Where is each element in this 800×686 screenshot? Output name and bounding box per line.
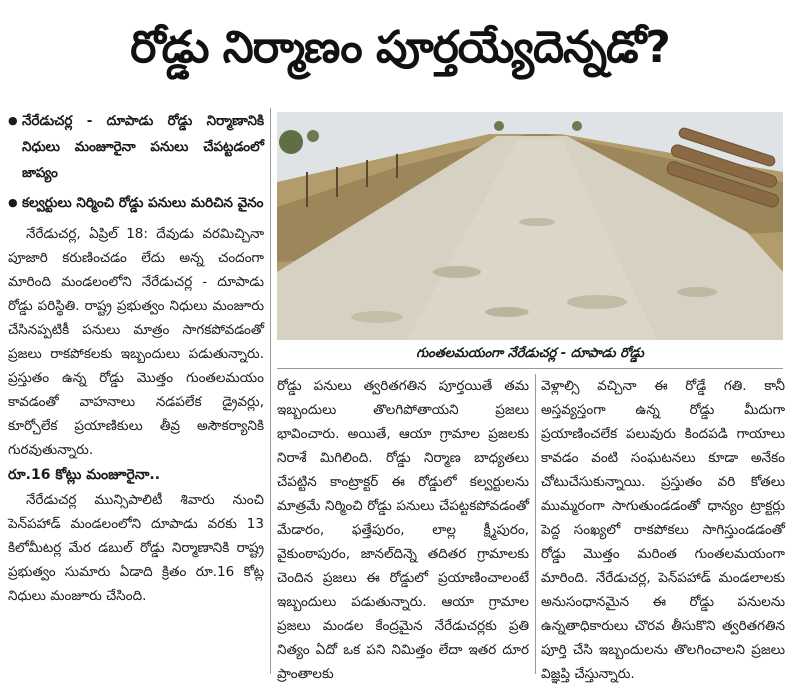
caption-rule	[277, 368, 783, 369]
highlight-1: ● నేరేడుచర్ల - దూపాడు రోడ్డు నిర్మాణానికి నిధులు మంజూరైనా పనులు చేపట్టడంలో జాప్యం	[8, 108, 264, 186]
column-1	[8, 108, 264, 608]
road-photo	[277, 112, 783, 340]
col1-para2: నేరేడుచర్ల మున్సిపాలిటీ శివారు నుంచి పెన్‌పహాడ్ మండలంలోని దూపాడు వరకు 13 కిలోమీటర్ల మేర డబుల్ రోడ్డు నిర్మాణానికి రాష్ట్ర ప్రభుత్వం సుమారు ఏడాది క్రితం రూ.16 కోట్ల నిధులు మంజూరు చేసింది.	[8, 492, 264, 604]
highlight-2: ● కల్వర్టులు నిర్మించి రోడ్డు పనులు మరిచిన వైనం	[8, 190, 264, 216]
col2-text: రోడ్డు పనులు త్వరితగతిన పూర్తయితే తమ ఇబ్బందులు తొలగిపోతాయని ప్రజలు భావించారు. అయితే, ఆయా గ్రామాల ప్రజలకు నిరాశే మిగిలింది. రోడ్డు నిర్మాణ బాధ్యతలు చేపట్టిన కాంట్రాక్టర్ ఈ రోడ్డులో కల్వర్టులను మాత్రమే నిర్మించి రోడ్డు పనులు చేపట్టకపోవడంతో మేడారం, ఫత్తేపురం, లాల్ల క్ష్మీపురం, వైకుంఠాపురం, జానల్‌దిన్నె తదితర గ్రామాలకు చెందిన ప్రజలు ఈ రోడ్డులో ప్రయాణించాలంటే ఇబ్బందులు పడుతున్నారు. ఆయా గ్రామాల ప్రజలు మండల కేంద్రమైన నేరేడుచర్లకు ప్రతి నిత్యం ఏదో ఒక పని నిమిత్తం లేదా ఇతర దూర ప్రాంతాలకు	[277, 378, 529, 682]
headline: రోడ్డు నిర్మాణం పూర్తయ్యేదెన్నడో?	[130, 22, 670, 73]
column-divider-1	[270, 108, 271, 674]
col3-text: వెళ్లాల్సి వచ్చినా ఈ రోడ్డే గతి. కానీ అస్తవ్యస్తంగా ఉన్న రోడ్డు మీదుగా ప్రయాణించలేక పలువురు కిందపడి గాయాలు కావడం వంటి సంఘటనలు కూడా అనేకం చోటుచేసుకున్నాయి. ప్రస్తుతం వరి కోతలు ముమ్మరంగా సాగుతుండడంతో ధాన్యం ట్రాక్టర్లు పెద్ద సంఖ్యలో రాకపోకలు సాగిస్తుండడంతో రోడ్డు మొత్తం మరింత గుంతలమయంగా మారింది. నేరేడుచర్ల, పెన్‌పహాడ్ మండలాలకు అనుసంధానమైన ఈ రోడ్డు పనులను ఉన్నతాధికారులు చొరవ తీసుకొని త్వరితగతిన పూర్తి చేసి ఇబ్బందులను తొలగించాలని ప్రజలు విజ్ఞప్తి చేస్తున్నారు.	[541, 378, 785, 682]
photo-caption: గుంతలమయంగా నేరేడుచర్ల - దూపాడు రోడ్డు	[416, 346, 644, 361]
col1-subhead: రూ.16 కోట్లు మంజూరైనా..	[8, 467, 161, 483]
col1-para1: నేరేడుచర్ల, ఏప్రిల్ 18: దేవుడు వరమిచ్చినా పూజారి కరుణించడం లేదు అన్న చందంగా మారింది మండలంలోని నేరేడుచర్ల - దూపాడు రోడ్డు పరిస్థితి. రాష్ట్ర ప్రభుత్వం నిధులు మంజూరు చేసినప్పటికీ పనులు మాత్రం సాగకపోవడంతో ప్రజలు రాకపోకలకు ఇబ్బందులు పడుతున్నారు. ప్రస్తుతం ఉన్న రోడ్డు మొత్తం గుంతలమయం కావడంతో వాహనాలు నడపలేక డ్రైవర్లు, కూర్చోలేక ప్రయాణికులు తీవ్ర అసౌకర్యానికి గురవుతున్నారు.	[8, 226, 264, 458]
column-2	[277, 374, 529, 686]
column-3	[541, 374, 785, 686]
column-divider-2	[535, 374, 536, 674]
road-photo-image	[277, 112, 783, 340]
